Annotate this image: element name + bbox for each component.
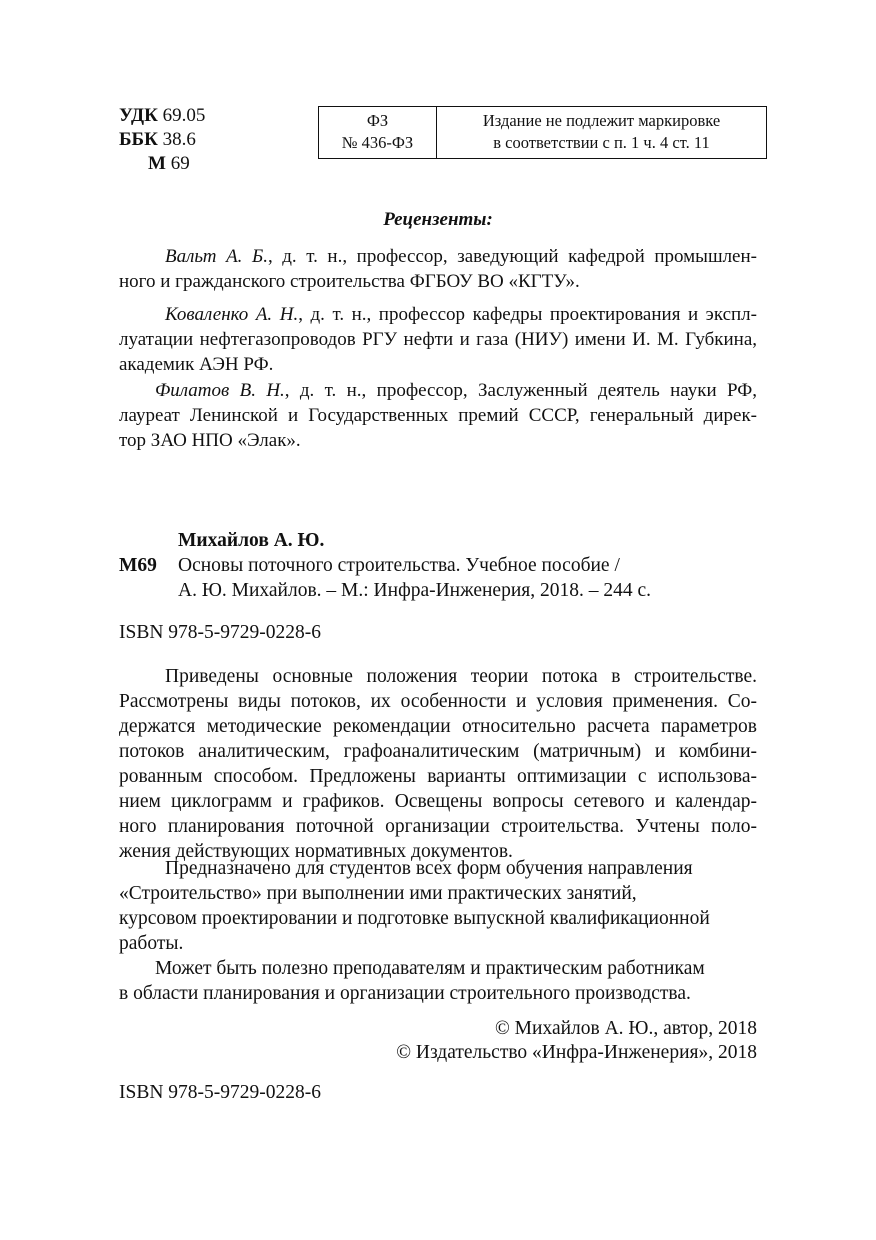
marking-note-cell: Издание не подлежит маркировке в соответствии с п. 1 ч. 4 ст. 11	[482, 111, 721, 152]
abstract-paragraph-1: Приведены основные положения теории потока в строительстве. Рассмотрены виды потоков, их особенности и условия применения. Со- держатся методические рекомендации относительно расчета параметров потоков аналитическим, графоаналитическим (матричным) и комбини- рованным способом. Предложены варианты оптимизации с использова- нием циклограмм и графиков. Освещены вопросы сетевого и календар- ного планирования поточной организации строительства. Учтены поло- жения действующих нормативных документов.	[119, 666, 757, 862]
reviewer-2: Коваленко А. Н., д. т. н., профессор кафедры проектирования и экспл- луатации нефтегазопроводов РГУ нефти и газа (НИУ) имени И. М. Губкина, академик АЭН РФ.	[119, 304, 757, 375]
reviewers-title: Рецензенты:	[383, 209, 493, 230]
bib-publisher-line: А. Ю. Михайлов. – М.: Инфра-Инженерия, 2018. – 244 с.	[178, 580, 652, 601]
udk-line: УДК 69.05	[119, 105, 206, 126]
classification-block	[119, 104, 205, 176]
reviewer-1: Вальт А. Б., д. т. н., профессор, заведующий кафедрой промышлен- ного и гражданского строительства ФГБОУ ВО «КГТУ».	[119, 246, 757, 292]
marking-box	[318, 106, 767, 159]
abstract-paragraph-2: Предназначено для студентов всех форм обучения направления «Строительство» при выполнении ими практических занятий, курсовом проектировании и подготовке выпускной квалификационной работы.	[119, 858, 710, 954]
abstract-paragraph-3: Может быть полезно преподавателям и практическим работникам в области планирования и организации строительного производства.	[119, 958, 705, 1004]
bib-author: Михайлов А. Ю.	[178, 530, 325, 551]
bbk-line: ББК 38.6	[119, 129, 196, 150]
bib-title-line: Основы поточного строительства. Учебное пособие /	[178, 555, 620, 576]
m-line: М 69	[148, 153, 190, 174]
isbn-bottom: ISBN 978-5-9729-0228-6	[119, 1082, 322, 1103]
copyright-publisher: © Издательство «Инфра-Инженерия», 2018	[396, 1042, 757, 1063]
isbn-top: ISBN 978-5-9729-0228-6	[119, 622, 322, 643]
copyright-author: © Михайлов А. Ю., автор, 2018	[494, 1018, 757, 1039]
bib-code: М69	[119, 555, 157, 576]
law-cell: ФЗ № 436-ФЗ	[319, 107, 437, 158]
reviewer-3: Филатов В. Н., д. т. н., профессор, Заслуженный деятель науки РФ, лауреат Ленинской и Государственных премий СССР, генеральный дирек- тор ЗАО НПО «Элак».	[119, 380, 758, 451]
